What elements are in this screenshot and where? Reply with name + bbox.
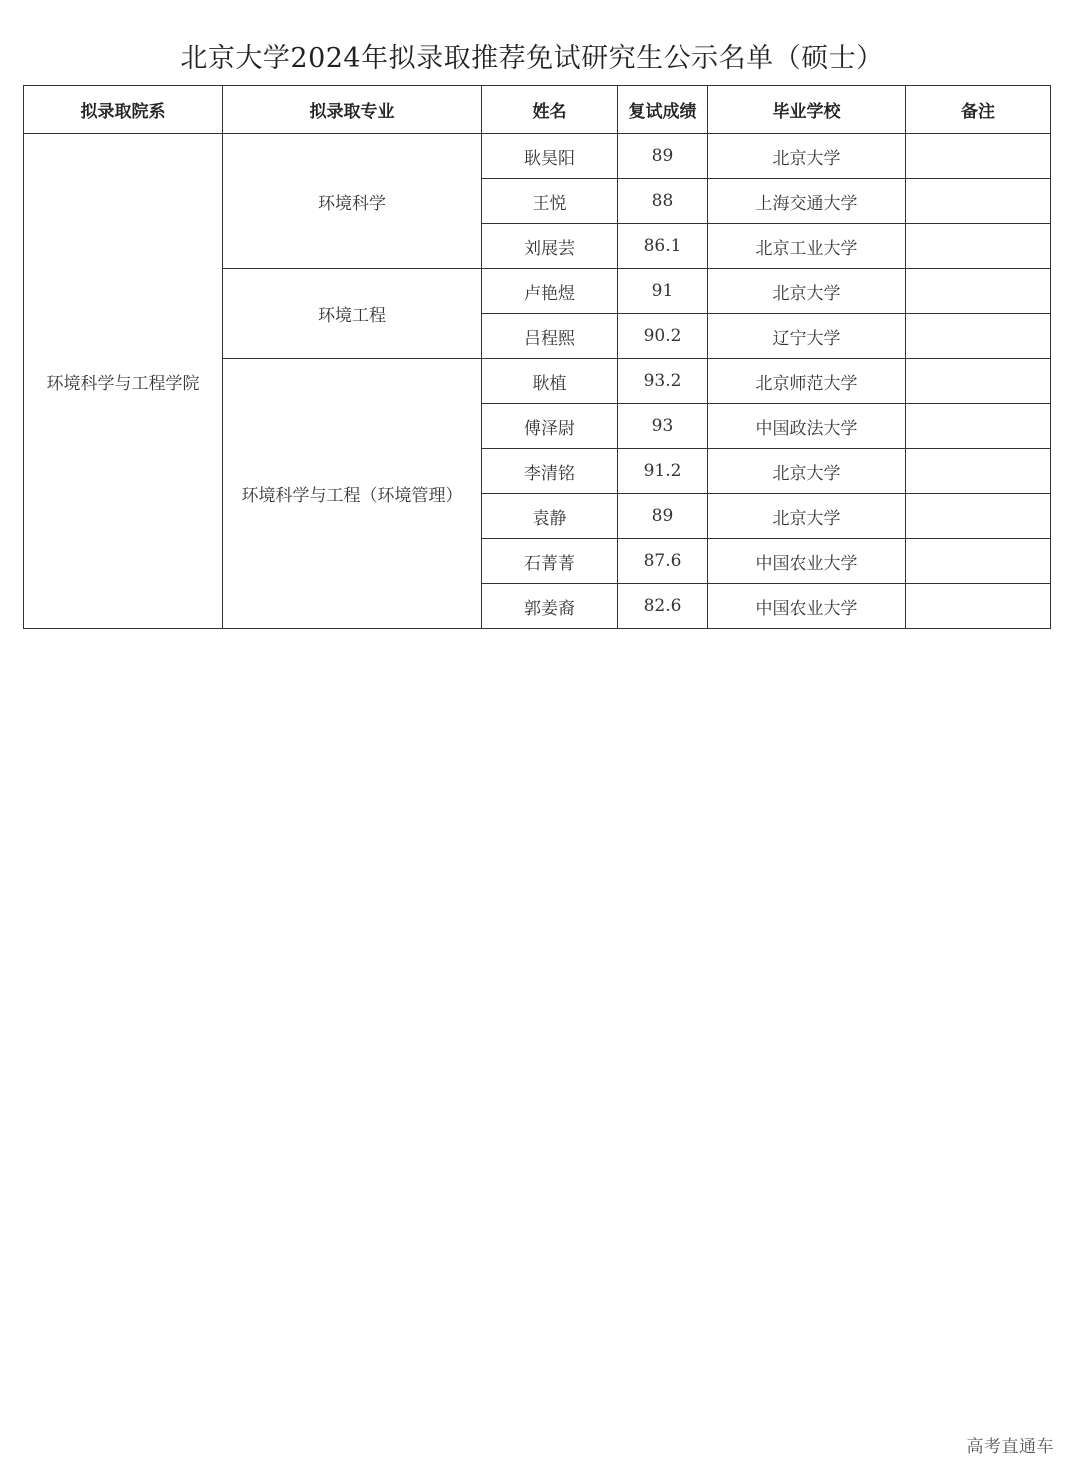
student-score: 91 <box>618 269 708 314</box>
department-cell: 环境科学与工程学院 <box>24 134 223 629</box>
student-score: 89 <box>618 494 708 539</box>
student-remark <box>906 359 1051 404</box>
header-name: 姓名 <box>482 86 618 134</box>
student-school: 辽宁大学 <box>708 314 906 359</box>
student-school: 北京工业大学 <box>708 224 906 269</box>
student-remark <box>906 134 1051 179</box>
student-name: 耿昊阳 <box>482 134 618 179</box>
student-school: 中国农业大学 <box>708 584 906 629</box>
student-name: 袁静 <box>482 494 618 539</box>
student-name: 郭姜裔 <box>482 584 618 629</box>
student-remark <box>906 539 1051 584</box>
student-school: 上海交通大学 <box>708 179 906 224</box>
header-major: 拟录取专业 <box>223 86 482 134</box>
admission-table <box>23 85 1051 629</box>
student-school: 北京大学 <box>708 449 906 494</box>
student-school: 北京大学 <box>708 134 906 179</box>
student-name: 王悦 <box>482 179 618 224</box>
student-score: 87.6 <box>618 539 708 584</box>
student-name: 石菁菁 <box>482 539 618 584</box>
header-department: 拟录取院系 <box>24 86 223 134</box>
watermark-text: 高考直通车 <box>966 1437 1054 1457</box>
student-name: 吕程熙 <box>482 314 618 359</box>
student-score: 89 <box>618 134 708 179</box>
student-remark <box>906 224 1051 269</box>
student-score: 88 <box>618 179 708 224</box>
student-remark <box>906 269 1051 314</box>
student-name: 傅泽尉 <box>482 404 618 449</box>
student-name: 卢艳煜 <box>482 269 618 314</box>
student-score: 91.2 <box>618 449 708 494</box>
student-remark <box>906 404 1051 449</box>
student-score: 82.6 <box>618 584 708 629</box>
page-title: 北京大学2024年拟录取推荐免试研究生公示名单（硕士） <box>180 43 884 74</box>
student-remark <box>906 449 1051 494</box>
major-cell: 环境工程 <box>223 269 482 359</box>
header-remark: 备注 <box>906 86 1051 134</box>
student-name: 耿植 <box>482 359 618 404</box>
student-score: 86.1 <box>618 224 708 269</box>
student-score: 93.2 <box>618 359 708 404</box>
student-school: 北京大学 <box>708 269 906 314</box>
table-row <box>24 134 1051 179</box>
student-school: 中国政法大学 <box>708 404 906 449</box>
student-remark <box>906 179 1051 224</box>
student-school: 中国农业大学 <box>708 539 906 584</box>
student-remark <box>906 494 1051 539</box>
header-school: 毕业学校 <box>708 86 906 134</box>
student-name: 李清铭 <box>482 449 618 494</box>
student-remark <box>906 584 1051 629</box>
major-cell: 环境科学与工程（环境管理） <box>223 359 482 629</box>
student-school: 北京大学 <box>708 494 906 539</box>
student-score: 93 <box>618 404 708 449</box>
student-remark <box>906 314 1051 359</box>
student-name: 刘展芸 <box>482 224 618 269</box>
table-header-row <box>24 86 1051 134</box>
major-cell: 环境科学 <box>223 134 482 269</box>
student-score: 90.2 <box>618 314 708 359</box>
student-school: 北京师范大学 <box>708 359 906 404</box>
header-score: 复试成绩 <box>618 86 708 134</box>
